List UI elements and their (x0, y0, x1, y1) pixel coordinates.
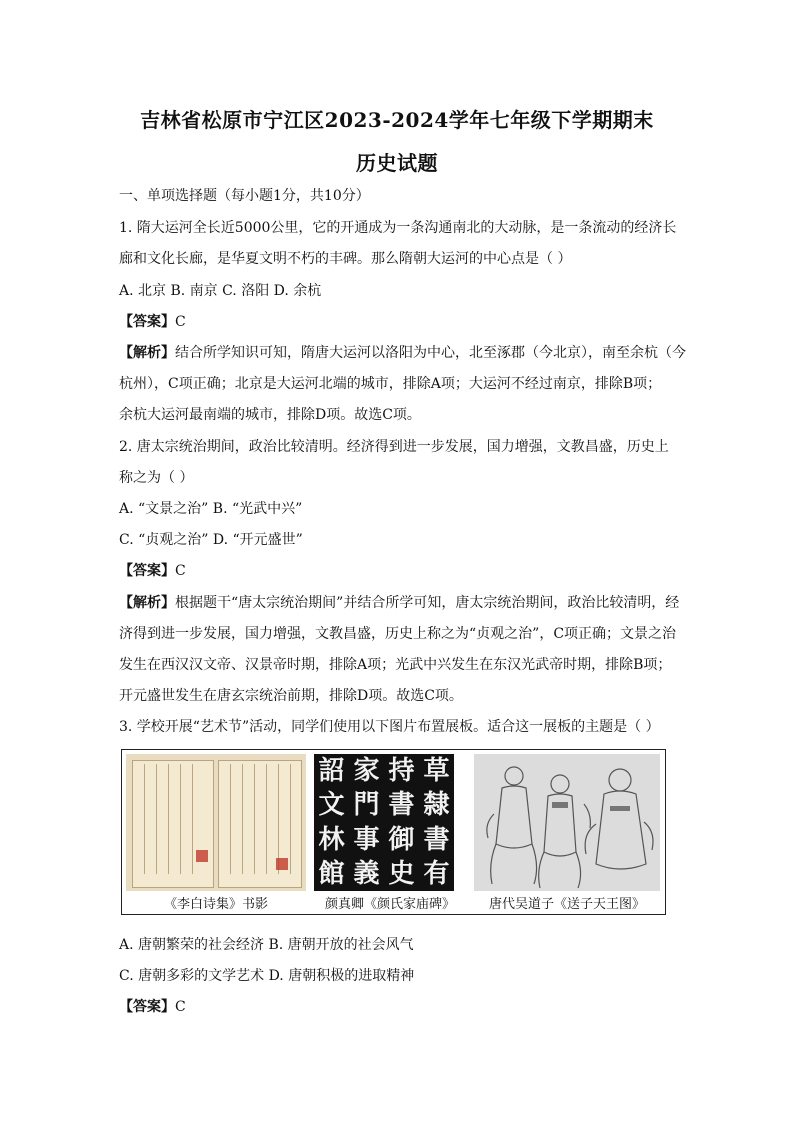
q3-stem: 3. 学校开展“艺术节”活动，同学们使用以下图片布置展板。适合这一展板的主题是（ ） (119, 719, 660, 735)
calligraphy-char: 隸 (423, 790, 450, 821)
painting-image (474, 754, 660, 891)
section-heading: 一、单项选择题（每小题1分，共10分） (119, 188, 370, 204)
analysis-text: 结合所学知识可知，隋唐大运河以洛阳为中心，北至涿郡（今北京），南至余杭（今 (175, 345, 686, 361)
book-image (126, 754, 306, 891)
calligraphy-char: 書 (388, 790, 415, 821)
calligraphy-char: 林 (318, 824, 345, 855)
figure-caption-3: 唐代吴道子《送子天王图》 (488, 897, 645, 912)
seal-stamp (276, 858, 288, 870)
answer-tag: 【答案】 (119, 563, 175, 579)
calligraphy-char: 家 (353, 756, 380, 787)
q2-options-line-1: A. “文景之治” B. “光武中兴” (119, 501, 303, 517)
q1-answer (119, 312, 186, 332)
answer-tag: 【答案】 (119, 999, 175, 1015)
analysis-tag: 【解析】 (119, 595, 175, 611)
q1-stem-line-1: 1. 隋大运河全长近5000公里，它的开通成为一条沟通南北的大动脉，是一条流动的经济长 (119, 220, 677, 236)
q2-options-line-2: C. “贞观之治” D. “开元盛世” (119, 532, 303, 548)
calligraphy-char: 有 (423, 858, 450, 889)
calligraphy-char: 事 (353, 824, 380, 855)
calligraphy-char: 詔 (318, 756, 345, 787)
q3-answer (119, 997, 186, 1017)
document-subtitle: 历史试题 (356, 151, 438, 175)
seal-stamp (196, 850, 208, 862)
q3-options-line-1: A. 唐朝繁荣的社会经济 B. 唐朝开放的社会风气 (119, 937, 414, 953)
answer-value: C (175, 999, 186, 1015)
q2-stem-line-1: 2. 唐太宗统治期间，政治比较清明。经济得到进一步发展，国力增强，文教昌盛，历史上 (119, 439, 669, 455)
answer-tag: 【答案】 (119, 314, 175, 330)
q1-stem-line-2: 廊和文化长廊，是华夏文明不朽的丰碑。那么隋朝大运河的中心点是（ ） (119, 251, 572, 267)
q2-stem-line-2: 称之为（ ） (119, 470, 194, 486)
document-title: 吉林省松原市宁江区2023-2024学年七年级下学期期末 (140, 108, 654, 132)
calligraphy-grid (314, 754, 454, 891)
q3-options-line-2: C. 唐朝多彩的文学艺术 D. 唐朝积极的进取精神 (119, 968, 415, 984)
answer-value: C (175, 314, 186, 330)
q2-analysis-line-1 (119, 593, 679, 613)
calligraphy-char: 文 (318, 790, 345, 821)
q2-analysis-line-4: 开元盛世发生在唐玄宗统治前期，排除D项。故选C项。 (119, 688, 463, 704)
q2-analysis-line-3: 发生在西汉汉文帝、汉景帝时期，排除A项；光武中兴发生在东汉光武帝时期，排除B项； (119, 657, 672, 673)
q1-options: A. 北京 B. 南京 C. 洛阳 D. 余杭 (119, 283, 322, 299)
q3-figure (121, 749, 666, 915)
answer-value: C (175, 563, 186, 579)
calligraphy-char: 御 (388, 824, 415, 855)
calligraphy-char: 持 (388, 756, 415, 787)
calligraphy-char: 館 (318, 858, 345, 889)
calligraphy-char: 草 (423, 756, 450, 787)
figure-caption-1: 《李白诗集》书影 (163, 897, 268, 912)
q1-analysis-line-3: 余杭大运河最南端的城市，排除D项。故选C项。 (119, 407, 421, 423)
calligraphy-char: 史 (388, 858, 415, 889)
painting-figures (474, 754, 660, 891)
calligraphy-char: 義 (353, 858, 380, 889)
analysis-tag: 【解析】 (119, 345, 175, 361)
calligraphy-rubbing-image (314, 754, 454, 891)
q2-analysis-line-2: 济得到进一步发展，国力增强，文教昌盛，历史上称之为“贞观之治”，C项正确；文景之治 (119, 626, 677, 642)
calligraphy-char: 書 (423, 824, 450, 855)
analysis-text: 根据题干“唐太宗统治期间”并结合所学可知，唐太宗统治期间，政治比较清明，经 (175, 595, 680, 611)
q2-answer (119, 561, 186, 581)
q1-analysis-line-1 (119, 343, 686, 363)
calligraphy-char: 門 (353, 790, 380, 821)
q1-analysis-line-2: 杭州），C项正确；北京是大运河北端的城市，排除A项；大运河不经过南京，排除B项； (119, 376, 662, 392)
figure-caption-2: 颜真卿《颜氏家庙碑》 (324, 897, 455, 912)
